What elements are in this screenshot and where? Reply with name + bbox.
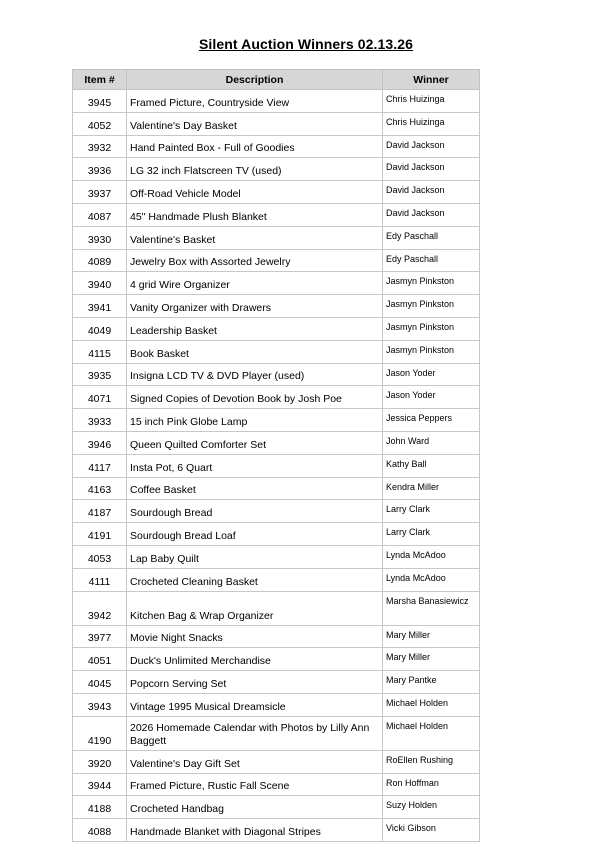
item-number-cell: 4115 (73, 340, 127, 363)
table-row (73, 591, 480, 625)
description-cell: Crocheted Cleaning Basket (127, 568, 383, 591)
header-winner: Winner (383, 70, 480, 90)
description-cell: Hand Painted Box - Full of Goodies (127, 135, 383, 158)
item-number-cell: 4049 (73, 317, 127, 340)
header-item-number: Item # (73, 70, 127, 90)
description-cell: Queen Quilted Comforter Set (127, 431, 383, 454)
winner-cell: Edy Paschall (383, 226, 480, 249)
winner-cell: Chris Huizinga (383, 112, 480, 135)
table-row (73, 317, 480, 340)
table-row (73, 648, 480, 671)
table-row (73, 477, 480, 500)
winners-table (72, 69, 480, 842)
table-row (73, 386, 480, 409)
item-number-cell: 4190 (73, 716, 127, 750)
winner-cell: Jasmyn Pinkston (383, 272, 480, 295)
item-number-cell: 3930 (73, 226, 127, 249)
winner-cell: Jasmyn Pinkston (383, 340, 480, 363)
winner-cell: Chris Huizinga (383, 90, 480, 113)
description-cell: Valentine's Day Gift Set (127, 750, 383, 773)
winner-cell: Jasmyn Pinkston (383, 295, 480, 318)
winner-cell: David Jackson (383, 135, 480, 158)
table-row (73, 693, 480, 716)
table-row (73, 750, 480, 773)
table-row (73, 545, 480, 568)
winner-cell: Mary Miller (383, 648, 480, 671)
description-cell: Valentine's Basket (127, 226, 383, 249)
winner-cell: Michael Holden (383, 716, 480, 750)
description-cell: Coffee Basket (127, 477, 383, 500)
description-cell: Insigna LCD TV & DVD Player (used) (127, 363, 383, 386)
table-row (73, 568, 480, 591)
item-number-cell: 3943 (73, 693, 127, 716)
item-number-cell: 3946 (73, 431, 127, 454)
description-cell: Crocheted Handbag (127, 796, 383, 819)
item-number-cell: 4088 (73, 819, 127, 842)
description-cell: 15 inch Pink Globe Lamp (127, 409, 383, 432)
description-cell: 45" Handmade Plush Blanket (127, 203, 383, 226)
item-number-cell: 4117 (73, 454, 127, 477)
winner-cell: John Ward (383, 431, 480, 454)
winner-cell: Jessica Peppers (383, 409, 480, 432)
table-row (73, 295, 480, 318)
winner-cell: Jason Yoder (383, 363, 480, 386)
winner-cell: Ron Hoffman (383, 773, 480, 796)
description-cell: Insta Pot, 6 Quart (127, 454, 383, 477)
description-cell: Framed Picture, Countryside View (127, 90, 383, 113)
winner-cell: Mary Pantke (383, 671, 480, 694)
winner-cell: RoEllen Rushing (383, 750, 480, 773)
description-cell: Kitchen Bag & Wrap Organizer (127, 591, 383, 625)
item-number-cell: 4163 (73, 477, 127, 500)
description-cell: Duck's Unlimited Merchandise (127, 648, 383, 671)
winner-cell: Lynda McAdoo (383, 568, 480, 591)
item-number-cell: 4045 (73, 671, 127, 694)
item-number-cell: 3932 (73, 135, 127, 158)
description-cell: 4 grid Wire Organizer (127, 272, 383, 295)
winner-cell: Lynda McAdoo (383, 545, 480, 568)
winner-cell: David Jackson (383, 181, 480, 204)
item-number-cell: 4052 (73, 112, 127, 135)
description-cell: Movie Night Snacks (127, 625, 383, 648)
description-cell: LG 32 inch Flatscreen TV (used) (127, 158, 383, 181)
item-number-cell: 3941 (73, 295, 127, 318)
item-number-cell: 3977 (73, 625, 127, 648)
table-row (73, 363, 480, 386)
table-row (73, 90, 480, 113)
item-number-cell: 3937 (73, 181, 127, 204)
item-number-cell: 4191 (73, 523, 127, 546)
winner-cell: Edy Paschall (383, 249, 480, 272)
winner-cell: Mary Miller (383, 625, 480, 648)
table-row (73, 272, 480, 295)
table-row (73, 523, 480, 546)
table-row (73, 773, 480, 796)
description-cell: Signed Copies of Devotion Book by Josh Poe (127, 386, 383, 409)
item-number-cell: 3933 (73, 409, 127, 432)
item-number-cell: 3940 (73, 272, 127, 295)
table-header-row (73, 70, 480, 90)
table-row (73, 454, 480, 477)
table-row (73, 112, 480, 135)
table-row (73, 819, 480, 842)
winner-cell: Kendra Miller (383, 477, 480, 500)
winner-cell: David Jackson (383, 158, 480, 181)
item-number-cell: 4053 (73, 545, 127, 568)
description-cell: Leadership Basket (127, 317, 383, 340)
description-cell: Vintage 1995 Musical Dreamsicle (127, 693, 383, 716)
description-cell: Sourdough Bread Loaf (127, 523, 383, 546)
winner-cell: Michael Holden (383, 693, 480, 716)
item-number-cell: 4051 (73, 648, 127, 671)
table-row (73, 796, 480, 819)
winner-cell: Kathy Ball (383, 454, 480, 477)
table-row (73, 158, 480, 181)
description-cell: Vanity Organizer with Drawers (127, 295, 383, 318)
page-title: Silent Auction Winners 02.13.26 (198, 36, 414, 52)
winner-cell: Larry Clark (383, 500, 480, 523)
item-number-cell: 4188 (73, 796, 127, 819)
item-number-cell: 3942 (73, 591, 127, 625)
winner-cell: Jason Yoder (383, 386, 480, 409)
description-cell: Framed Picture, Rustic Fall Scene (127, 773, 383, 796)
item-number-cell: 3935 (73, 363, 127, 386)
winner-cell: Larry Clark (383, 523, 480, 546)
description-cell: Off-Road Vehicle Model (127, 181, 383, 204)
header-description: Description (127, 70, 383, 90)
winner-cell: Marsha Banasiewicz (383, 591, 480, 625)
description-cell: 2026 Homemade Calendar with Photos by Lilly Ann Baggett (127, 716, 383, 750)
item-number-cell: 3920 (73, 750, 127, 773)
item-number-cell: 4071 (73, 386, 127, 409)
description-cell: Handmade Blanket with Diagonal Stripes (127, 819, 383, 842)
table-row (73, 226, 480, 249)
item-number-cell: 4089 (73, 249, 127, 272)
table-row (73, 625, 480, 648)
description-cell: Valentine's Day Basket (127, 112, 383, 135)
winner-cell: Jasmyn Pinkston (383, 317, 480, 340)
item-number-cell: 4087 (73, 203, 127, 226)
table-row (73, 340, 480, 363)
description-cell: Popcorn Serving Set (127, 671, 383, 694)
table-row (73, 181, 480, 204)
table-row (73, 249, 480, 272)
item-number-cell: 4111 (73, 568, 127, 591)
item-number-cell: 3936 (73, 158, 127, 181)
description-cell: Sourdough Bread (127, 500, 383, 523)
table-row (73, 135, 480, 158)
table-row (73, 409, 480, 432)
table-row (73, 716, 480, 750)
item-number-cell: 3945 (73, 90, 127, 113)
description-cell: Book Basket (127, 340, 383, 363)
winner-cell: David Jackson (383, 203, 480, 226)
winner-cell: Suzy Holden (383, 796, 480, 819)
item-number-cell: 4187 (73, 500, 127, 523)
winner-cell: Vicki Gibson (383, 819, 480, 842)
table-row (73, 500, 480, 523)
table-row (73, 671, 480, 694)
item-number-cell: 3944 (73, 773, 127, 796)
description-cell: Lap Baby Quilt (127, 545, 383, 568)
table-row (73, 431, 480, 454)
table-row (73, 203, 480, 226)
description-cell: Jewelry Box with Assorted Jewelry (127, 249, 383, 272)
